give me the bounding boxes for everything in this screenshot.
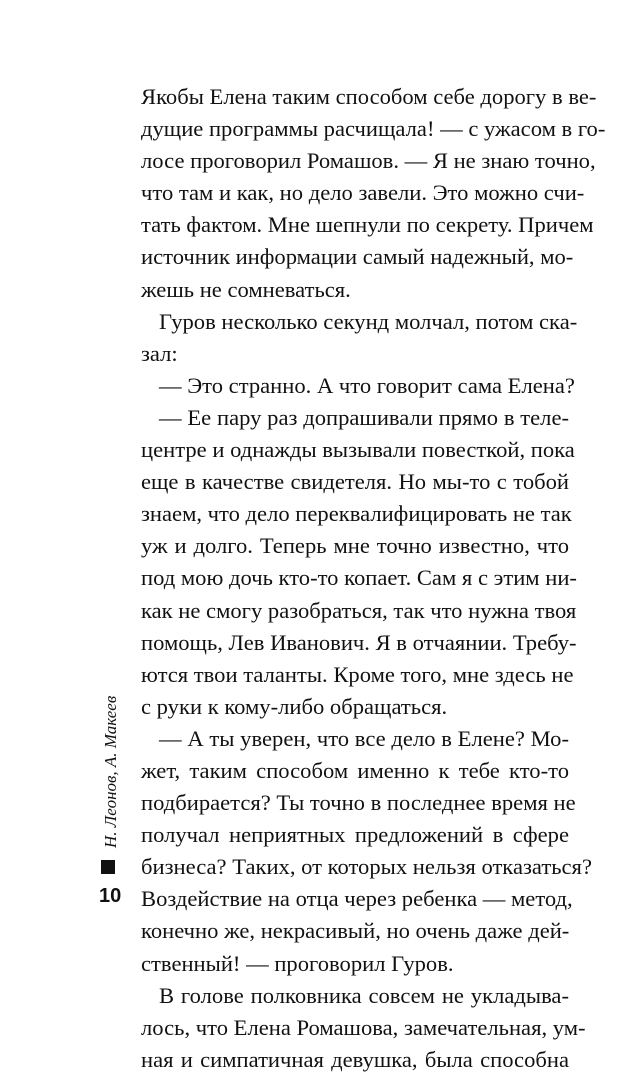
text-line: В голове полковника совсем не укладыва- xyxy=(159,982,569,1008)
text-line: уж и долго. Теперь мне точно известно, что xyxy=(141,533,569,559)
text-line: Якобы Елена таким способом себе дорогу в ве- xyxy=(141,84,597,109)
text-line: ная и симпатичная девушка, была способна xyxy=(141,1046,569,1072)
text-line: еще в качестве свидетеля. Но мы-то с тобой xyxy=(141,469,569,495)
author-running-head: Н. Леонов, А. Макеев xyxy=(101,695,120,848)
page-body xyxy=(141,81,606,1076)
text-line: центре и однажды вызывали повесткой, пока xyxy=(141,437,575,463)
text-line: что там и как, но дело завели. Это можно счи- xyxy=(141,180,585,206)
text-line: бизнеса? Таких, от которых нельзя отказаться? xyxy=(141,854,592,880)
text-line: жет, таким способом именно к тебе кто-то xyxy=(141,757,569,783)
text-line: — А ты уверен, что все дело в Елене? Мо- xyxy=(159,725,569,751)
text-line: с руки к кому-либо обращаться. xyxy=(141,693,448,719)
text-line: тать фактом. Мне шепнули по секрету. Причем xyxy=(141,212,594,238)
square-marker-icon xyxy=(101,860,115,874)
text-line: зал: xyxy=(141,340,178,366)
text-line: лосе проговорил Ромашов. — Я не знаю точно, xyxy=(141,148,596,174)
text-line: дущие программы расчищала! — с ужасом в го- xyxy=(141,116,606,142)
text-line: под мою дочь кто-то копает. Сам я с этим ни- xyxy=(141,565,577,591)
text-line: — Это странно. А что говорит сама Елена? xyxy=(159,372,575,398)
text-line: подбирается? Ты точно в последнее время не xyxy=(141,790,576,816)
text-line: лось, что Елена Ромашова, замечательная, ум- xyxy=(141,1014,586,1040)
text-line: Гуров несколько секунд молчал, потом ска- xyxy=(159,308,578,334)
text-line: конечно же, некрасивый, но очень даже дей- xyxy=(141,918,570,944)
text-line: знаем, что дело переквалифицировать не так xyxy=(141,501,572,527)
text-line: как не смогу разобраться, так что нужна твоя xyxy=(141,597,577,623)
text-line: источник информации самый надежный, мо- xyxy=(141,244,574,270)
text-line: ются твои таланты. Кроме того, мне здесь не xyxy=(141,661,574,687)
text-line: — Ее пару раз допрашивали прямо в теле- xyxy=(159,404,569,430)
text-line: жешь не сомневаться. xyxy=(141,276,351,302)
page-number: 10 xyxy=(99,885,122,907)
text-line: получал неприятных предложений в сфере xyxy=(141,822,569,848)
text-line: помощь, Лев Иванович. Я в отчаянии. Требу- xyxy=(141,629,577,655)
text-line: ственный! — проговорил Гуров. xyxy=(141,950,454,976)
text-line: Воздействие на отца через ребенка — метод, xyxy=(141,886,573,912)
